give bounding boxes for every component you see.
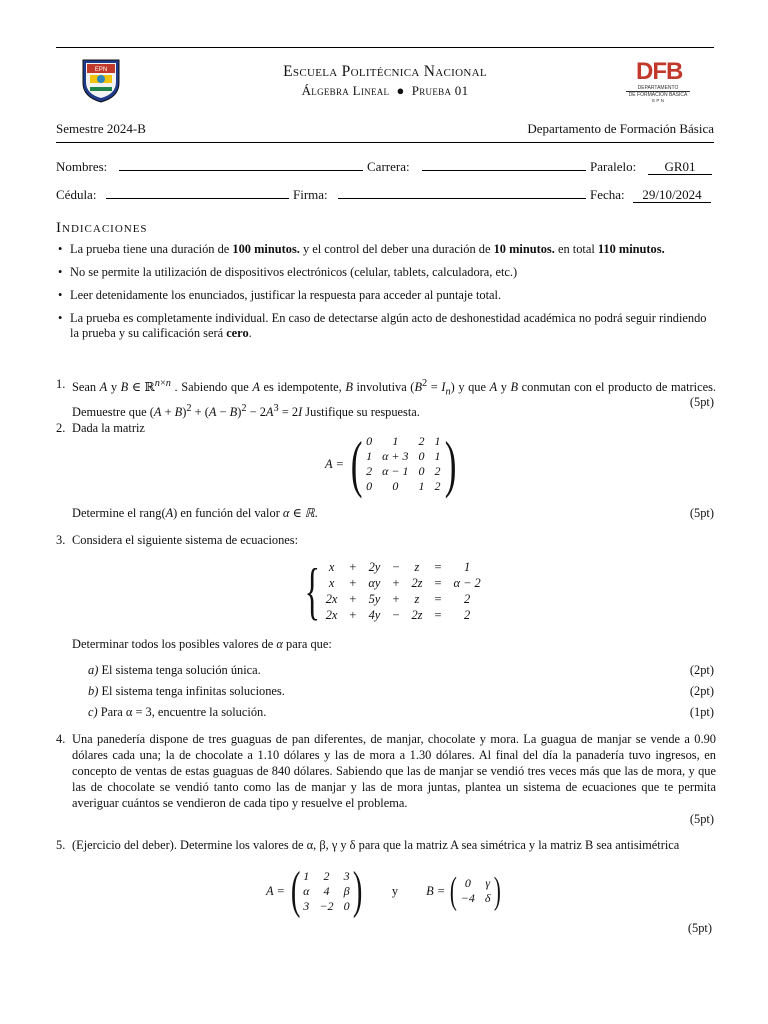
q3-subitem — [88, 683, 716, 699]
matrix-cell: γ — [485, 876, 491, 890]
matrix-cell: 0 — [418, 449, 425, 463]
matrix-cell: 0 — [366, 479, 373, 493]
matrix-cell: + — [349, 607, 357, 622]
firma-field[interactable] — [338, 198, 586, 199]
q2-text-a: Determine el rang( — [72, 506, 166, 520]
course-name: Álgebra Lineal — [301, 83, 390, 98]
points-label: (5pt) — [689, 395, 714, 409]
instruction-text: No se permite la utilización de dispositivos electrónicos (celular, tablets, calculadora, etc.) — [70, 265, 518, 279]
matrix-label: A = — [325, 456, 344, 471]
matrix-cell: 3 — [303, 898, 310, 913]
question-4 — [56, 731, 716, 826]
subitem-text: El sistema tenga solución única. — [101, 663, 261, 677]
header-rule — [56, 142, 714, 143]
matrix-cell: 1 — [366, 449, 373, 463]
paralelo-label: Paralelo: — [590, 159, 637, 174]
matrix-cell: 2 — [464, 591, 471, 606]
instruction-text: Leer detenidamente los enunciados, justificar la respuesta para acceder al puntaje total. — [70, 288, 502, 302]
matrix-cell: β — [343, 883, 350, 898]
matrix-cell: x — [328, 575, 335, 590]
matrix-b-label: B = — [426, 883, 446, 898]
matrix-b-table — [456, 876, 496, 906]
nombres-field[interactable] — [119, 170, 363, 171]
q2-text-c: α ∈ ℝ — [282, 506, 315, 520]
institution-title: Escuela Politécnica Nacional — [283, 63, 487, 80]
and-word: y — [391, 883, 399, 898]
matrix-cell: 2 — [418, 434, 425, 448]
dfb-logo-letters: DFB — [636, 58, 683, 85]
points-label: (5pt) — [689, 506, 714, 520]
carrera-field[interactable] — [422, 170, 586, 171]
matrix-cell: −4 — [460, 891, 475, 905]
matrix-row — [361, 434, 445, 449]
matrix-cell: α − 1 — [382, 464, 409, 478]
matrix-cell: 2 — [366, 464, 373, 478]
matrix-cell: − — [392, 607, 400, 622]
points-label: (1pt) — [689, 705, 714, 719]
q1-text-d: involutiva ( — [352, 380, 415, 395]
instruction-bold: cero — [226, 326, 249, 340]
matrix-cell: 0 — [343, 898, 350, 913]
matrix-a-table — [298, 869, 354, 914]
matrix-cell: 1 — [464, 559, 471, 574]
nombres-label: Nombres: — [56, 159, 108, 174]
instructions-list — [56, 242, 716, 348]
matrix-cell: x — [328, 559, 335, 574]
matrix-a-label: A = — [266, 883, 285, 898]
matrix-cell: 2x — [325, 591, 338, 606]
q1-text-e: ) y que — [450, 380, 490, 395]
exam-subtitle: Álgebra Lineal ● Prueba 01 — [301, 83, 469, 98]
firma-label: Firma: — [293, 187, 328, 202]
matrix-cell: 1 — [418, 479, 425, 493]
matrix-cell: 5y — [368, 591, 381, 606]
instruction-item: • Leer detenidamente los enunciados, justificar la respuesta para acceder al puntaje total. — [58, 288, 502, 302]
instruction-text: La prueba tiene una duración de — [70, 242, 233, 256]
system-table — [320, 559, 487, 623]
question-number: 1. — [56, 377, 66, 391]
matrix-cell: = — [434, 591, 442, 606]
matrix-cell: = — [434, 607, 442, 622]
matrix-cell: z — [414, 559, 420, 574]
matrix-cell: z — [414, 591, 420, 606]
matrix-row — [361, 479, 445, 494]
semester: Semestre 2024-B — [56, 121, 146, 136]
top-rule — [56, 47, 714, 48]
matrix-cell: 2 — [323, 868, 330, 883]
matrix-row — [298, 899, 354, 914]
q3-system: { x + 2y − z = 1 x + αy + 2z = α − 2 2x + 5y + z = 2 2x + 4y − 2z = 2 — [297, 559, 487, 623]
matrix-cell: = — [434, 575, 442, 590]
question-number: 4. — [56, 732, 66, 746]
q5-matrices: A = ( 1 2 3 α 4 β 3 −2 0 ) y B = ( 0 γ −4 δ ) — [266, 862, 502, 919]
matrix-row — [456, 876, 496, 891]
question-text: Determine el rang(A) en función del valor α ∈ ℝ. — [72, 506, 318, 520]
subitem-text: Para α = 3, encuentre la solución. — [100, 705, 267, 719]
matrix-row — [320, 607, 487, 623]
matrix-cell: + — [349, 559, 357, 574]
carrera-label: Carrera: — [367, 159, 410, 174]
matrix-cell: 2 — [464, 607, 471, 622]
question-text: Determinar todos los posibles valores de α para que: — [72, 637, 332, 651]
matrix-table — [361, 434, 445, 494]
matrix-row — [320, 591, 487, 607]
matrix-cell: = — [434, 559, 442, 574]
epn-seal-icon — [80, 57, 122, 103]
matrix-cell: α + 3 — [382, 449, 409, 463]
fecha-label: Fecha: — [590, 187, 625, 202]
matrix-cell: + — [349, 591, 357, 606]
matrix-cell: 3 — [343, 868, 350, 883]
matrix-cell: 2z — [411, 575, 423, 590]
points-label: (5pt) — [689, 812, 714, 826]
svg-text:EPN: EPN — [94, 67, 108, 73]
matrix-cell: 0 — [392, 479, 399, 493]
question-text: Sean A y B ∈ ℝ$^{n\times n}$ . Sabiendo que A es idempotente, B involutiva $(B^2 = I_n)$ y que A y B conmutan con el producto de matrices. Demuestre que $(A + B)^2 + (A - B)^2 - 2A^3 = 2I$ Justifique su respuesta. — [72, 378, 717, 419]
question-text: Considera el siguiente sistema de ecuaciones: — [72, 533, 299, 547]
q1-text-a: Sean — [72, 380, 100, 395]
instruction-item: • La prueba tiene una duración de 100 minutos. y el control del deber una duración de 10 minutos. en total 110 minutos. — [58, 242, 665, 256]
matrix-cell: 2 — [434, 479, 441, 493]
q1-text-g: Justifique su respuesta. — [302, 404, 420, 419]
matrix-cell: δ — [484, 891, 491, 905]
instruction-text: y el control del deber una duración de — [299, 242, 494, 256]
q2-text-b: ) en función del valor — [173, 506, 283, 520]
matrix-cell: 0 — [418, 464, 425, 478]
dfb-logo-text-1: DEPARTAMENTO — [637, 85, 679, 91]
q2-matrix: A = ( 0 1 2 1 1 α + 3 0 1 2 α − 1 0 2 0 0 1 2 ) — [325, 428, 457, 499]
question-number: 2. — [56, 421, 66, 435]
question-text: (Ejercicio del deber). Determine los valores de α, β, γ y δ para que la matriz A sea simétrica y la matriz B sea antisimétrica — [72, 838, 680, 852]
instruction-text: La prueba es completamente individual. En caso de detectarse algún acto de deshonestidad académica no podrá seguir rindiendo la prueba y su calificación será — [70, 311, 707, 340]
dfb-logo-text-2: DE FORMACIÓN BÁSICA — [626, 91, 690, 98]
matrix-row — [320, 559, 487, 575]
question-3 — [56, 532, 716, 548]
q1-text-f: conmutan con el producto de matrices. Demuestre que — [72, 380, 717, 419]
matrix-cell: + — [349, 575, 357, 590]
matrix-cell: 0 — [464, 876, 471, 890]
question-text: Una panedería dispone de tres guaguas de pan diferentes, de manjar, chocolate y mora. La guagua de manjar se vende a 0.90 dólares cada una; la de chocolate a 1.10 dólares y las de mora a 1.30 dólares. Al final del día la panadería tuvo ingresos, en concepto de ventas de estas guaguas de 840 dólares. Sabiendo que las de manjar se vendió tres veces más que las de mora, y que las de chocolate se vendió tanto como las de manjar y las de mora juntas, plantea un sistema de ecuaciones que te permita averiguar cuántos se vendieron de cada tipo y resuelve el problema. — [72, 732, 716, 810]
subitem-text: El sistema tenga infinitas soluciones. — [101, 684, 285, 698]
q3-prompt-a: Determinar todos los posibles valores de — [72, 637, 277, 651]
q3-subitem — [88, 662, 716, 678]
question-number: 3. — [56, 533, 66, 547]
matrix-cell: αy — [368, 575, 381, 590]
matrix-cell: + — [392, 575, 400, 590]
points-label: (2pt) — [689, 684, 714, 698]
cedula-field[interactable] — [106, 198, 289, 199]
instructions-heading: Indicaciones — [56, 220, 148, 236]
instruction-bold: 100 minutos. — [232, 242, 300, 256]
instruction-text: en total — [554, 242, 598, 256]
matrix-row — [298, 869, 354, 884]
dfb-logo — [626, 60, 690, 104]
instruction-item: • La prueba es completamente individual. En caso de detectarse algún acto de deshonestidad académica no podrá seguir rindiendo la prueba y su calificación será cero. — [58, 311, 707, 340]
matrix-cell: 1 — [392, 434, 399, 448]
instruction-bold: 110 minutos. — [597, 242, 665, 256]
matrix-row — [320, 575, 487, 591]
matrix-row — [298, 884, 354, 899]
department: Departamento de Formación Básica — [527, 121, 714, 136]
subitem-label: b) — [88, 684, 99, 698]
q3-subitem — [88, 704, 716, 720]
matrix-cell: 2 — [434, 464, 441, 478]
matrix-cell: − — [392, 559, 400, 574]
question-5 — [56, 837, 716, 853]
matrix-cell: α — [303, 883, 310, 898]
matrix-cell: 1 — [303, 868, 310, 883]
matrix-row — [456, 891, 496, 906]
cedula-label: Cédula: — [56, 187, 97, 202]
matrix-cell: 2z — [411, 607, 423, 622]
paralelo-field[interactable]: GR01 — [648, 159, 712, 175]
matrix-cell: 2x — [325, 607, 338, 622]
q3-prompt — [56, 636, 716, 652]
matrix-cell: + — [392, 591, 400, 606]
instruction-item: • No se permite la utilización de dispositivos electrónicos (celular, tablets, calculadora, etc.) — [58, 265, 518, 279]
matrix-cell: 1 — [434, 434, 441, 448]
instruction-bold: 10 minutos. — [493, 242, 555, 256]
q2-determine — [56, 505, 716, 521]
matrix-cell: 1 — [434, 449, 441, 463]
fecha-field[interactable]: 29/10/2024 — [633, 187, 711, 203]
matrix-row — [361, 464, 445, 479]
matrix-cell: α − 2 — [453, 575, 481, 590]
exam-name: Prueba 01 — [411, 83, 469, 98]
question-number: 5. — [56, 838, 66, 852]
matrix-cell: 0 — [366, 434, 373, 448]
matrix-cell: 2y — [368, 559, 381, 574]
q1-text-b: . Sabiendo que — [170, 380, 253, 395]
q2-text-d: . — [314, 506, 318, 520]
points-label: (5pt) — [687, 921, 712, 935]
matrix-row — [361, 449, 445, 464]
matrix-cell: −2 — [319, 898, 334, 913]
question-1 — [56, 376, 716, 420]
subitem-label: a) — [88, 663, 99, 677]
question-text: Dada la matriz — [72, 421, 145, 435]
matrix-cell: 4y — [368, 607, 381, 622]
matrix-cell: 4 — [323, 883, 330, 898]
instruction-text: . — [248, 326, 252, 340]
dfb-logo-text-3: E P N — [652, 98, 664, 103]
points-label: (2pt) — [689, 663, 714, 677]
q1-text-c: es idempotente, — [259, 380, 346, 395]
q3-prompt-b: para que: — [282, 637, 332, 651]
subitem-label: c) — [88, 705, 98, 719]
